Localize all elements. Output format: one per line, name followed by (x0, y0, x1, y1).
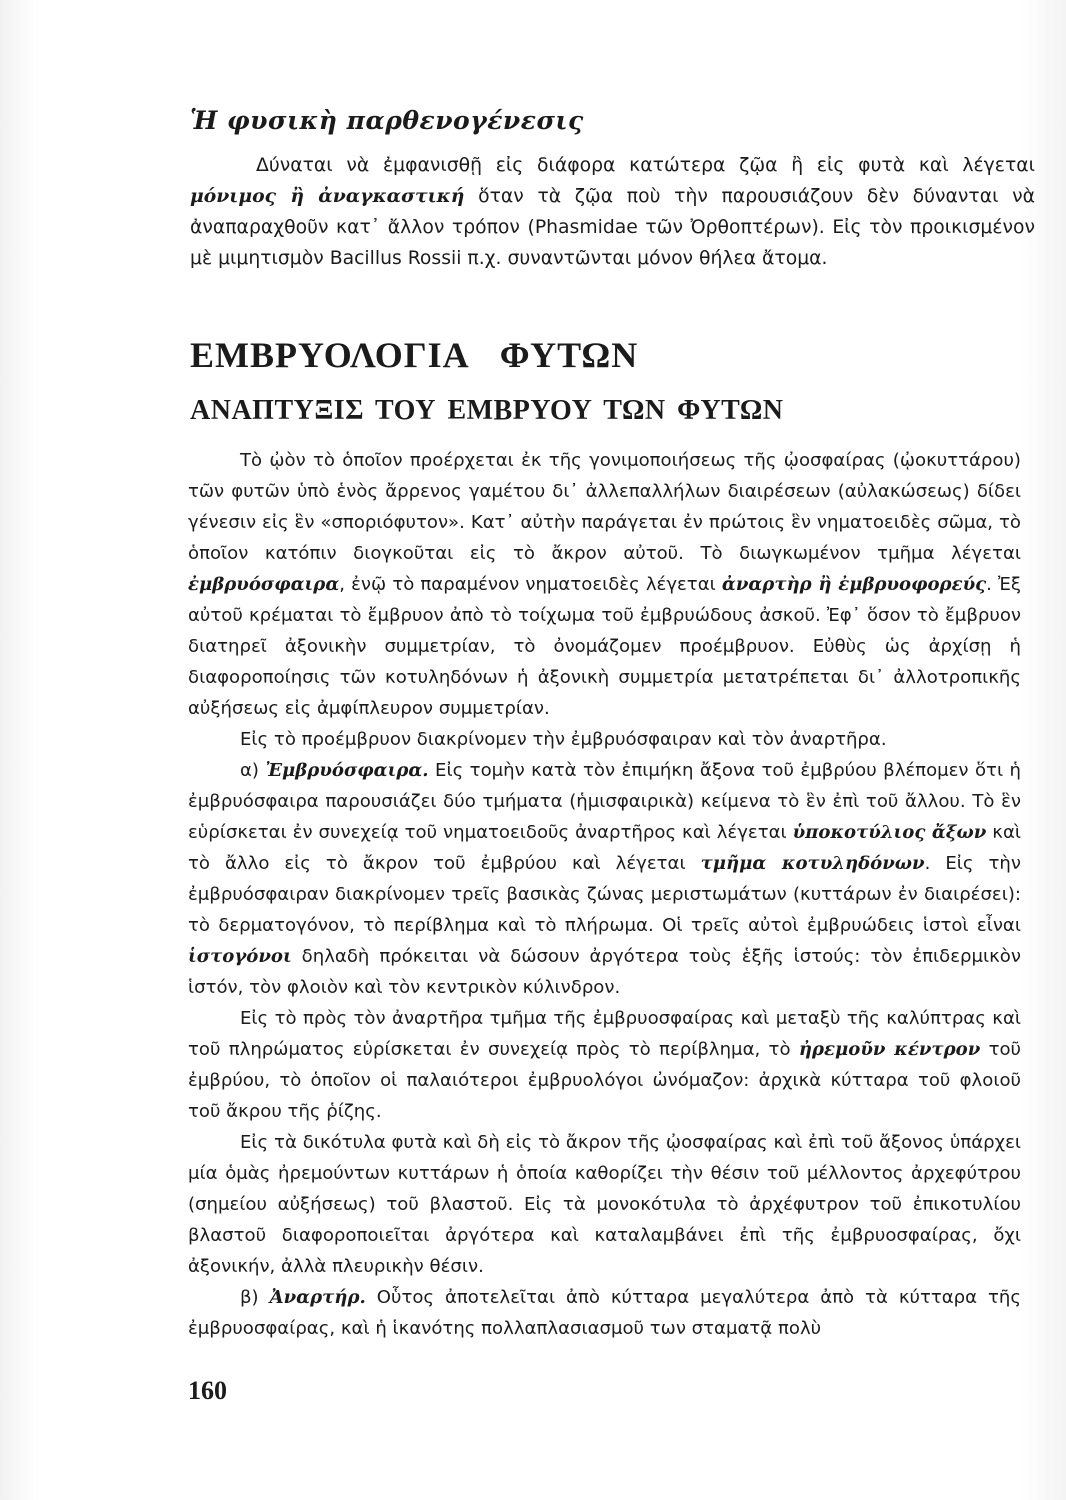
paragraph: Εἰς τὸ προέμβρυον διακρίνομεν τὴν ἐμβρυόσφαιραν καὶ τὸν ἀναρτῆρα. (240, 729, 887, 750)
paragraph (188, 1282, 1021, 1344)
text-run: . Ἐξ αὐτοῦ κρέμαται τὸ ἔμβρυον ἀπὸ τὸ τοίχωμα τοῦ ἐμβρυώδους ἀσκοῦ. Ἐφ᾽ ὅσον τὸ ἔμβρυον διατηρεῖ ἀξονικὴν συμμετρίαν, τὸ ὀνομάζομεν προέμβρυον. Εὐθὺς ὡς ἀρχίσῃ ἡ διαφοροποίησις τῶν κοτυληδόνων ἡ ἀξονικὴ συμμετρία μετατρέπεται δι᾽ ἀλλοτροπικῆς αὐξήσεως εἰς ἀμφίπλευρον συμμετρίαν. (188, 574, 1021, 719)
text-run: Δύναται νὰ ἐμφανισθῇ εἰς διάφορα κατώτερα ζῷα ἢ εἰς φυτὰ καὶ λέγεται (256, 155, 1035, 176)
paragraph (188, 755, 1021, 1003)
section-heading: Ἡ φυσικὴ παρθενογένεσις (190, 106, 584, 135)
subtitle: ΑΝΑΠΤΥΞΙΣ ΤΟΥ ΕΜΒΡΥΟΥ ΤΩΝ ΦΥΤΩΝ (190, 395, 784, 426)
text-run: β) (240, 1287, 270, 1308)
main-title: ΕΜΒΡΥΟΛΟΓΙΑ ΦΥΤΩΝ (190, 335, 639, 375)
bold-term: μόνιμος ἢ ἀναγκαστική (190, 185, 465, 207)
text-run: καὶ τὸ ἄλλο εἰς τὸ ἄκρον τοῦ ἐμβρύου καὶ λέγεται (188, 822, 1021, 874)
text-run: α) (240, 760, 266, 781)
paragraph (188, 1003, 1021, 1127)
text-run: τοῦ ἐμβρύου, τὸ ὁποῖον οἱ παλαιότεροι ἐμβρυολόγοι ὠνόμαζον: ἀρχικὰ κύτταρα τοῦ φλοιοῦ τοῦ ἄκρου τῆς ῥίζης. (188, 1039, 1022, 1122)
intro-text (190, 150, 1035, 274)
text-run: . Εἰς τὴν ἐμβρυόσφαιραν διακρίνομεν τρεῖς βασικὰς ζώνας μεριστωμάτων (κυττάρων ἐν διαιρέσει): τὸ δερματογόνον, τὸ περίβλημα καὶ τὸ πλήρωμα. Οἱ τρεῖς αὐτοὶ ἐμβρυώδεις ἱστοὶ εἶναι (188, 853, 1022, 936)
bold-term: ἱστογόνοι (188, 946, 292, 967)
paragraph (188, 445, 1021, 724)
bold-term: ἐμβρυόσφαιρα (188, 574, 340, 595)
bold-term: ἠρεμοῦν κέντρον (798, 1039, 981, 1060)
body-text (188, 445, 1021, 1344)
bold-term: τμῆμα κοτυληδόνων (700, 853, 925, 874)
text-run: Εἰς τομὴν κατὰ τὸν ἐπιμήκη ἄξονα τοῦ ἐμβρύου βλέπομεν ὅτι ἡ ἐμβρυόσφαιρα παρουσιάζει δύο τμήματα (ἡμισφαιρικὰ) κείμενα τὸ ἓν ἐπὶ τοῦ ἄλλου. Τὸ ἓν εὑρίσκεται ἐν συνεχείᾳ τοῦ νηματοειδοῦς ἀναρτῆρος καὶ λέγεται (188, 760, 1021, 843)
bold-term: Ἀναρτήρ. (269, 1287, 366, 1308)
paragraph (190, 150, 1035, 274)
text-run: ὅταν τὰ ζῷα ποὺ τὴν παρουσιάζουν δὲν δύνανται νὰ ἀναπαραχθοῦν κατ᾽ ἄλλον τρόπον (Phasmidae τῶν Ὀρθοπτέρων). Εἰς τὸν προικισμένον μὲ μιμητισμὸν Bacillus Rossii π.χ. συναντῶνται μόνον θήλεα ἄτομα. (190, 186, 1035, 269)
text-run: δηλαδὴ πρόκειται νὰ δώσουν ἀργότερα τοὺς ἑξῆς ἱστούς: τὸν ἐπιδερμικὸν ἱστόν, τὸν φλοιὸν καὶ τὸν κεντρικὸν κύλινδρον. (188, 946, 1021, 998)
text-run: , ἐνῷ τὸ παραμένον νηματοειδὲς λέγεται (339, 574, 722, 595)
bold-term: Ἐμβρυόσφαιρα. (265, 760, 429, 781)
paragraph: Εἰς τὰ δικότυλα φυτὰ καὶ δὴ εἰς τὸ ἄκρον τῆς ᾠοσφαίρας καὶ ἐπὶ τοῦ ἄξονος ὑπάρχει μία ὁμὰς ἠρεμούντων κυττάρων ἡ ὁποία καθορίζει τὴν θέσιν τοῦ μέλλοντος ἀρχεφύτρου (σημείου αὐξήσεως) τοῦ βλαστοῦ. Εἰς τὰ μονοκότυλα τὸ ἀρχέφυτρον τοῦ ἐπικοτυλίου βλαστοῦ διαφοροποιεῖται ἀργότερα καὶ καταλαμβάνει ἐπὶ τῆς ἐμβρυοσφαίρας, ὄχι ἀξονικήν, ἀλλὰ πλευρικὴν θέσιν. (188, 1132, 1021, 1277)
text-run: Οὗτος ἀποτελεῖται ἀπὸ κύτταρα μεγαλύτερα ἀπὸ τὰ κύτταρα τῆς ἐμβρυοσφαίρας, καὶ ἡ ἱκανότης πολλαπλασιασμοῦ των σταματᾷ πολὺ (188, 1287, 1022, 1339)
bold-term: ἀναρτὴρ ἢ ἐμβρυοφορεύς (721, 574, 987, 595)
page-number: 160 (188, 1376, 227, 1405)
bold-term: ὑποκοτύλιος ἄξων (792, 822, 987, 843)
text-run: Τὸ ᾠὸν τὸ ὁποῖον προέρχεται ἐκ τῆς γονιμοποιήσεως τῆς ᾠοσφαίρας (ᾠοκυττάρου) τῶν φυτῶν ὑπὸ ἑνὸς ἄρρενος γαμέτου δι᾽ ἀλλεπαλλήλων διαιρέσεων (αὐλακώσεως) δίδει γένεσιν εἰς ἓν «σποριόφυτον». Κατ᾽ αὐτὴν παράγεται ἐν πρώτοις ἓν νηματοειδὲς σῶμα, τὸ ὁποῖον κατόπιν διογκοῦται εἰς τὸ ἄκρον αὐτοῦ. Τὸ διωγκωμένον τμῆμα λέγεται (188, 450, 1021, 564)
text-run: Εἰς τὸ πρὸς τὸν ἀναρτῆρα τμῆμα τῆς ἐμβρυοσφαίρας καὶ μεταξὺ τῆς καλύπτρας καὶ τοῦ πληρώματος εὑρίσκεται ἐν συνεχείᾳ πρὸς τὸ περίβλημα, τὸ (188, 1008, 1021, 1060)
